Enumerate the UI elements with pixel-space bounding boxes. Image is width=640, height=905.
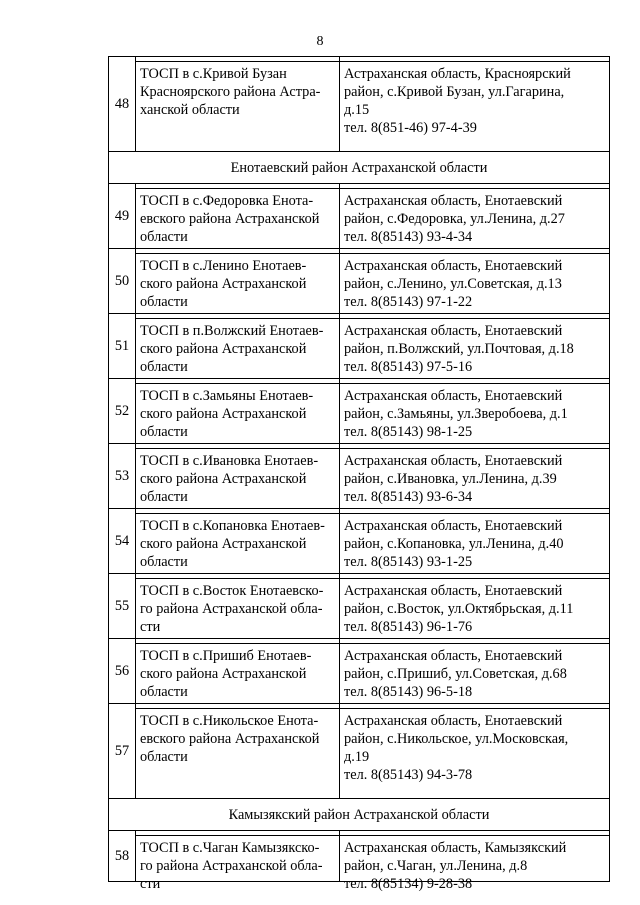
point-name-cell [136, 831, 340, 892]
point-address-cell-content [340, 383, 609, 443]
row-number-cell [109, 57, 136, 152]
point-name-cell [136, 509, 340, 574]
point-address-cell [340, 184, 610, 249]
point-address-cell [340, 509, 610, 574]
point-address-cell [340, 831, 610, 892]
row-number: 54 [114, 533, 130, 549]
point-name-line: сти [140, 619, 161, 635]
point-address-cell [340, 704, 610, 799]
point-name-line: области [140, 554, 188, 570]
point-address-line: д.19 [344, 749, 370, 765]
point-address-line: Астраханская область, Енотаевский [344, 388, 563, 404]
table-row [109, 444, 610, 509]
point-address-line: тел. 8(85143) 94-3-78 [344, 767, 473, 783]
point-address-cell-content [340, 448, 609, 508]
point-name-line: ТОСП в п.Волжский Енотаев- [140, 323, 324, 339]
point-name-line: ского района Астраханской [140, 276, 307, 292]
row-number-cell [109, 831, 136, 882]
point-address-cell [340, 57, 610, 152]
point-name-line: ТОСП в с.Никольское Енота- [140, 713, 319, 729]
point-address-cell-content [340, 318, 609, 378]
point-address-cell [340, 639, 610, 704]
point-address-line: тел. 8(85143) 97-1-22 [344, 294, 473, 310]
point-name-line: го района Астраханской обла- [140, 601, 323, 617]
table-row [109, 57, 610, 152]
point-address-line: Астраханская область, Красноярский [344, 66, 571, 82]
point-address-cell [340, 574, 610, 639]
row-number: 56 [114, 663, 130, 679]
point-name-cell-content [136, 578, 339, 638]
point-name-line: ТОСП в с.Кривой Бузан [140, 66, 287, 82]
point-name-cell-content [136, 708, 339, 768]
point-name-line: области [140, 424, 188, 440]
point-name-line: ТОСП в с.Ивановка Енотаев- [140, 453, 319, 469]
point-name-cell [136, 314, 340, 379]
point-name-line: области [140, 359, 188, 375]
point-address-cell-content [340, 643, 609, 703]
table-row [109, 704, 610, 799]
row-number-cell [109, 249, 136, 314]
point-address-line: район, п.Волжский, ул.Почтовая, д.18 [344, 341, 574, 357]
point-address-line: район, с.Пришиб, ул.Советская, д.68 [344, 666, 567, 682]
table-row [109, 249, 610, 314]
point-name-line: ского района Астраханской [140, 341, 307, 357]
point-name-line: евского района Астраханской [140, 731, 320, 747]
point-name-line: области [140, 749, 188, 765]
point-name-line: ТОСП в с.Восток Енотаевско- [140, 583, 324, 599]
point-address-line: Астраханская область, Енотаевский [344, 648, 563, 664]
point-name-line: ТОСП в с.Федоровка Енота- [140, 193, 314, 209]
row-number-cell [109, 509, 136, 574]
point-address-line: Астраханская область, Енотаевский [344, 583, 563, 599]
point-name-cell [136, 249, 340, 314]
point-name-cell [136, 704, 340, 799]
point-name-cell [136, 574, 340, 639]
section-title: Камызякский район Астраханской области [109, 799, 610, 831]
point-address-line: район, с.Замьяны, ул.Зверобоева, д.1 [344, 406, 568, 422]
point-address-cell-content [340, 188, 609, 248]
point-name-line: области [140, 684, 188, 700]
point-name-cell-content [136, 253, 339, 313]
point-name-cell-content [136, 318, 339, 378]
row-number: 53 [114, 468, 130, 484]
row-number: 50 [114, 273, 130, 289]
point-address-line: тел. 8(85143) 93-4-34 [344, 229, 473, 245]
point-address-line: тел. 8(85143) 96-1-76 [344, 619, 473, 635]
row-number: 51 [114, 338, 130, 354]
point-address-line: тел. 8(85143) 96-5-18 [344, 684, 473, 700]
row-number-cell [109, 444, 136, 509]
point-name-cell-content [136, 448, 339, 508]
row-number: 52 [114, 403, 130, 419]
point-address-line: район, с.Восток, ул.Октябрьская, д.11 [344, 601, 574, 617]
table-row [109, 574, 610, 639]
section-title: Енотаевский район Астраханской области [109, 152, 610, 184]
row-number-cell [109, 639, 136, 704]
point-name-line: ского района Астраханской [140, 666, 307, 682]
point-name-cell-content [136, 383, 339, 443]
point-name-line: ского района Астраханской [140, 536, 307, 552]
table-row [109, 379, 610, 444]
row-number: 48 [114, 96, 130, 112]
table-row [109, 509, 610, 574]
table-row [109, 831, 610, 882]
section-header-row [109, 799, 610, 831]
point-name-line: области [140, 294, 188, 310]
point-name-line: го района Астраханской обла- [140, 858, 323, 874]
point-address-line: тел. 8(851-46) 97-4-39 [344, 120, 477, 136]
row-number: 57 [114, 743, 130, 759]
row-number-cell [109, 574, 136, 639]
point-address-line: район, с.Федоровка, ул.Ленина, д.27 [344, 211, 565, 227]
registry-table [108, 56, 610, 892]
table-row [109, 314, 610, 379]
point-name-cell [136, 57, 340, 152]
point-name-line: ханской области [140, 102, 240, 118]
point-address-cell-content [340, 835, 609, 892]
point-address-cell [340, 314, 610, 379]
point-address-line: д.15 [344, 102, 370, 118]
point-address-line: Астраханская область, Енотаевский [344, 193, 563, 209]
row-number-cell [109, 704, 136, 799]
table-row [109, 184, 610, 249]
point-address-line: тел. 8(85143) 93-6-34 [344, 489, 473, 505]
point-address-line: Астраханская область, Енотаевский [344, 323, 563, 339]
point-name-cell-content [136, 643, 339, 703]
point-address-cell-content [340, 708, 609, 786]
page-number: 8 [316, 34, 324, 49]
point-name-cell-content [136, 513, 339, 573]
point-name-cell-content [136, 835, 339, 892]
point-address-cell [340, 379, 610, 444]
point-name-cell-content [136, 61, 339, 121]
point-name-cell [136, 184, 340, 249]
point-address-line: Астраханская область, Енотаевский [344, 258, 563, 274]
row-number: 49 [114, 208, 130, 224]
point-address-cell-content [340, 253, 609, 313]
row-number: 55 [114, 598, 130, 614]
point-address-cell-content [340, 578, 609, 638]
point-name-line: евского района Астраханской [140, 211, 320, 227]
point-address-line: Астраханская область, Енотаевский [344, 518, 563, 534]
point-address-line: район, с.Кривой Бузан, ул.Гагарина, [344, 84, 565, 100]
point-address-cell-content [340, 513, 609, 573]
point-name-line: ТОСП в с.Пришиб Енотаев- [140, 648, 312, 664]
point-name-cell [136, 379, 340, 444]
point-address-line: район, с.Копановка, ул.Ленина, д.40 [344, 536, 564, 552]
point-name-line: области [140, 489, 188, 505]
point-address-line: тел. 8(85143) 98-1-25 [344, 424, 473, 440]
point-address-line: Астраханская область, Енотаевский [344, 713, 563, 729]
point-address-line: район, с.Ивановка, ул.Ленина, д.39 [344, 471, 557, 487]
point-address-line: тел. 8(85143) 93-1-25 [344, 554, 473, 570]
point-name-line: ТОСП в с.Замьяны Енотаев- [140, 388, 314, 404]
point-address-line: тел. 8(85134) 9-28-38 [344, 876, 473, 892]
point-address-line: район, с.Ленино, ул.Советская, д.13 [344, 276, 562, 292]
point-address-cell [340, 444, 610, 509]
point-name-line: ТОСП в с.Ленино Енотаев- [140, 258, 307, 274]
point-address-line: тел. 8(85143) 97-5-16 [344, 359, 473, 375]
row-number-cell [109, 184, 136, 249]
registry-body [109, 57, 610, 892]
section-header-row [109, 152, 610, 184]
point-name-line: сти [140, 876, 161, 892]
point-name-line: Красноярского района Астра- [140, 84, 321, 100]
point-name-line: ского района Астраханской [140, 471, 307, 487]
point-name-line: ского района Астраханской [140, 406, 307, 422]
row-number-cell [109, 314, 136, 379]
point-address-line: район, с.Никольское, ул.Московская, [344, 731, 569, 747]
point-name-cell [136, 639, 340, 704]
point-name-line: ТОСП в с.Копановка Енотаев- [140, 518, 325, 534]
point-address-line: Астраханская область, Камызякский [344, 840, 567, 856]
point-name-cell [136, 444, 340, 509]
point-address-cell-content [340, 61, 609, 139]
point-name-cell-content [136, 188, 339, 248]
point-name-line: области [140, 229, 188, 245]
table-row [109, 639, 610, 704]
row-number: 58 [114, 848, 130, 864]
point-address-line: район, с.Чаган, ул.Ленина, д.8 [344, 858, 528, 874]
row-number-cell [109, 379, 136, 444]
point-address-line: Астраханская область, Енотаевский [344, 453, 563, 469]
point-name-line: ТОСП в с.Чаган Камызякско- [140, 840, 320, 856]
point-address-cell [340, 249, 610, 314]
